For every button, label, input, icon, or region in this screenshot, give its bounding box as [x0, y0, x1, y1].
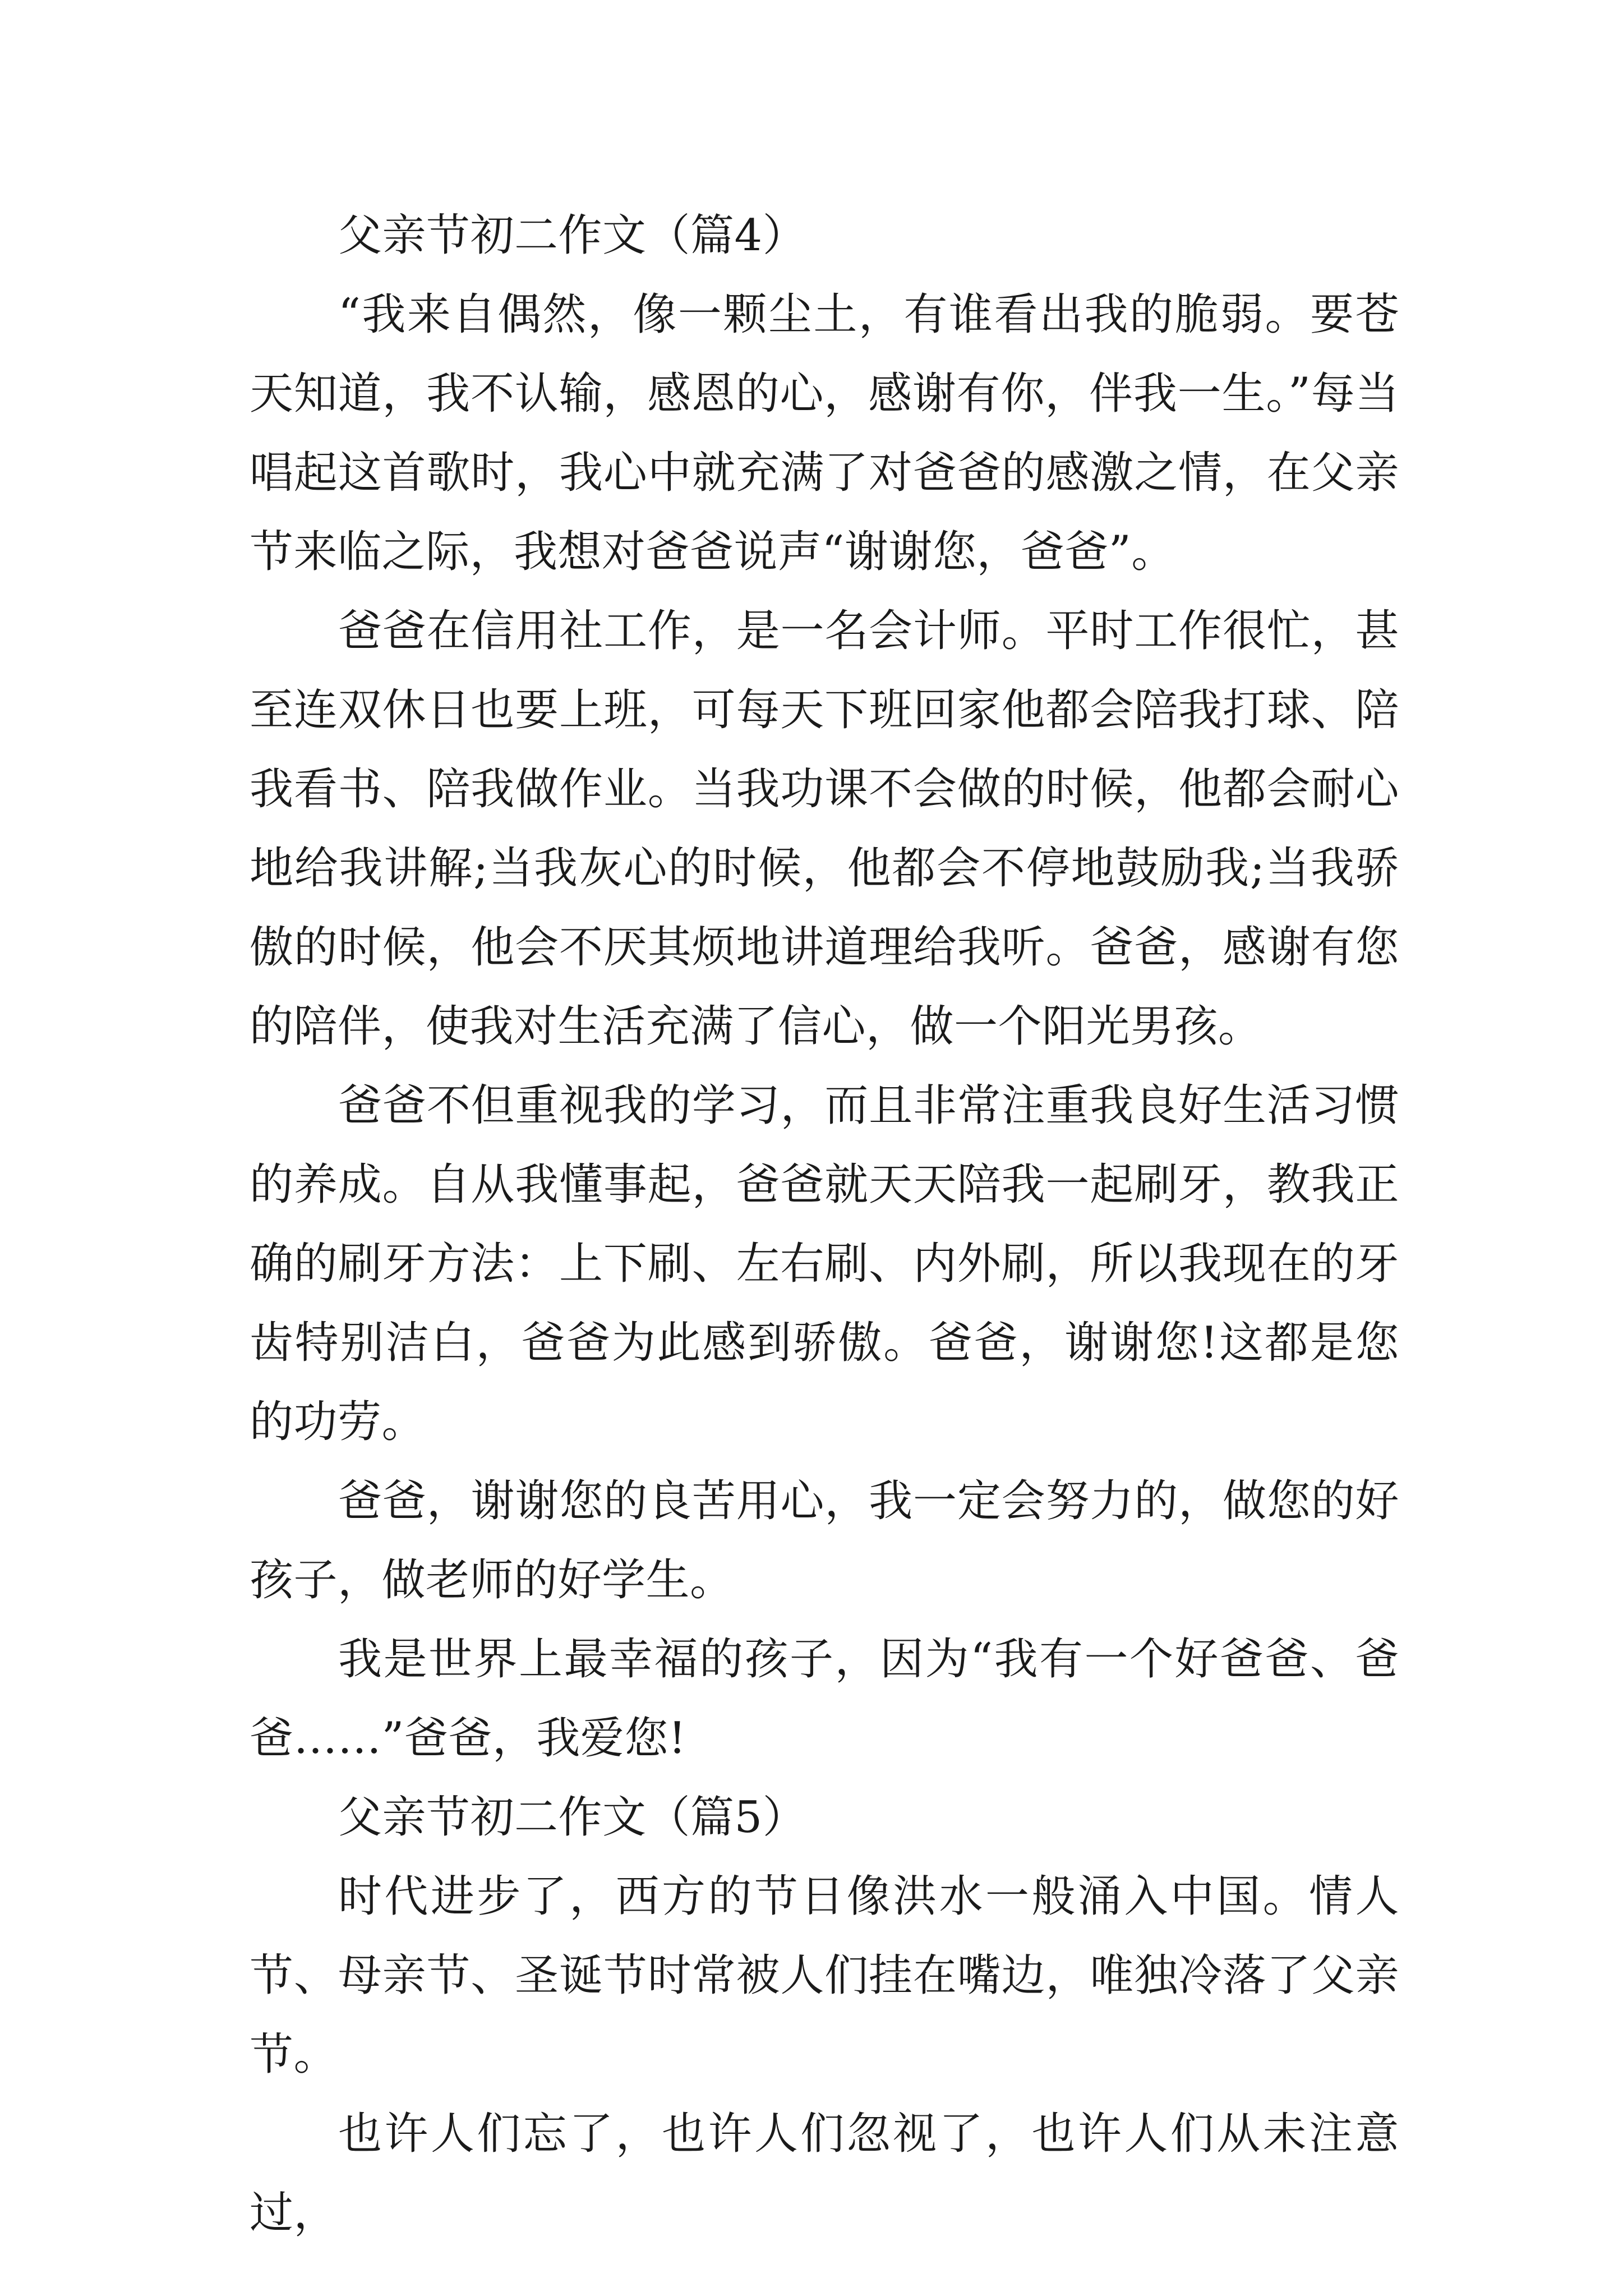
section-heading-5: 父亲节初二作文（篇5） — [338, 1792, 807, 1843]
paragraph: 也许人们忘了，也许人们忽视了，也许人们从未注意过， — [250, 2109, 1399, 2238]
paragraph: “我来自偶然，像一颗尘土，有谁看出我的脆弱。要苍天知道，我不认输，感恩的心，感谢有你，伴我一生。”每当唱起这首歌时，我心中就充满了对爸爸的感激之情，在父亲节来临之际，我想对爸爸说声“谢谢您，爸爸”。 — [250, 289, 1399, 577]
paragraph: 时代进步了，西方的节日像洪水一般涌入中国。情人节、母亲节、圣诞节时常被人们挂在嘴边，唯独冷落了父亲节。 — [250, 1871, 1399, 2080]
paragraph: 爸爸不但重视我的学习，而且非常注重我良好生活习惯的养成。自从我懂事起，爸爸就天天陪我一起刷牙，教我正确的刷牙方法：上下刷、左右刷、内外刷，所以我现在的牙齿特别洁白，爸爸为此感到骄傲。爸爸，谢谢您!这都是您的功劳。 — [250, 1080, 1399, 1447]
document-body — [250, 196, 1399, 2253]
paragraph: 爸爸，谢谢您的良苦用心，我一定会努力的，做您的好孩子，做老师的好学生。 — [250, 1476, 1399, 1605]
section-heading-4: 父亲节初二作文（篇4） — [338, 210, 807, 261]
paragraph: 我是世界上最幸福的孩子，因为“我有一个好爸爸、爸爸……”爸爸，我爱您! — [250, 1634, 1399, 1764]
paragraph: 爸爸在信用社工作，是一名会计师。平时工作很忙，甚至连双休日也要上班，可每天下班回家他都会陪我打球、陪我看书、陪我做作业。当我功课不会做的时候，他都会耐心地给我讲解;当我灰心的时候，他都会不停地鼓励我;当我骄傲的时候，他会不厌其烦地讲道理给我听。爸爸，感谢有您的陪伴，使我对生活充满了信心，做一个阳光男孩。 — [250, 606, 1399, 1052]
